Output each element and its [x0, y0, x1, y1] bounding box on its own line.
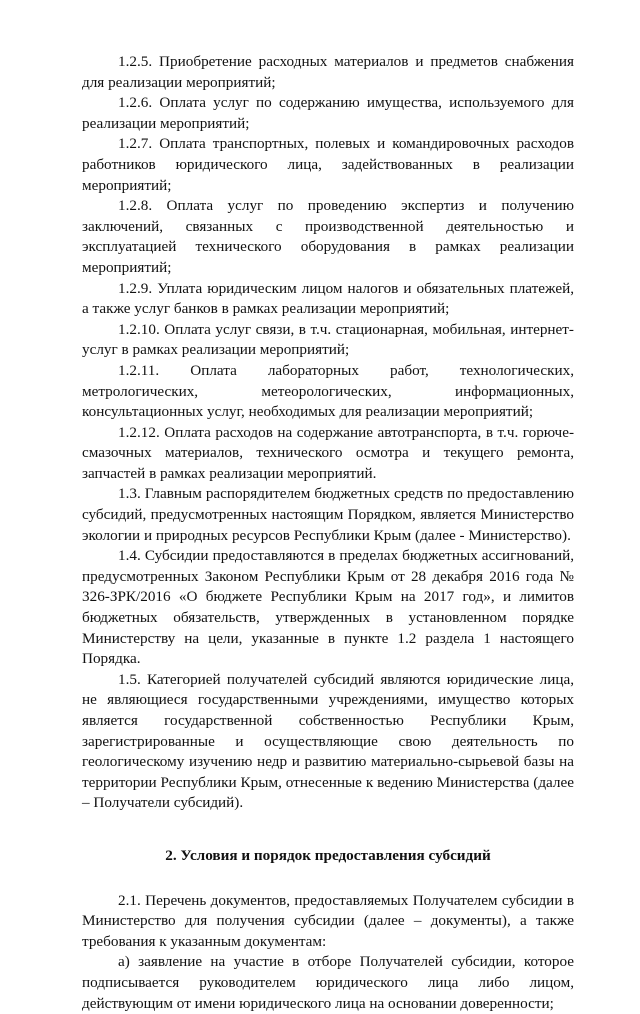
paragraph-2-1: 2.1. Перечень документов, предоставляемых Получателем субсидии в Министерство для получения субсидии (далее – документы), а также требования к указанным документам: [82, 891, 574, 950]
paragraph-1-4: 1.4. Субсидии предоставляются в пределах бюджетных ассигнований, предусмотренных Законом Республики Крым от 28 декабря 2016 года № 326-ЗРК/2016 «О бюджете Республики Крым на 2017 год», и лимитов бюджетных обязательств, утвержденных в установленном порядке Министерству на цели, указанные в пункте 1.2 раздела 1 настоящего Порядка. [82, 547, 574, 668]
paragraph-1-2-9: 1.2.9. Уплата юридическим лицом налогов и обязательных платежей, а также услуг банков в рамках реализации мероприятий; [82, 279, 574, 318]
document-body [82, 52, 574, 1014]
paragraph-2-1-a: а) заявление на участие в отборе Получателей субсидии, которое подписывается руководителем юридического лица либо лицом, действующим от имени юридического лица на основании доверенности; [82, 953, 574, 1012]
paragraph-1-2-12: 1.2.12. Оплата расходов на содержание автотранспорта, в т.ч. горюче-смазочных материалов, технического осмотра и текущего ремонта, запчастей в рамках реализации мероприятий. [82, 423, 574, 482]
paragraph-1-2-10: 1.2.10. Оплата услуг связи, в т.ч. стационарная, мобильная, интернет-услуг в рамках реализации мероприятий; [82, 320, 574, 359]
paragraph-1-2-6: 1.2.6. Оплата услуг по содержанию имущества, используемого для реализации мероприятий; [82, 94, 574, 132]
section-heading: 2. Условия и порядок предоставления субсидий [165, 846, 491, 864]
paragraph-1-2-5: 1.2.5. Приобретение расходных материалов и предметов снабжения для реализации мероприятий; [82, 53, 574, 91]
paragraph-1-5: 1.5. Категорией получателей субсидий являются юридические лица, не являющиеся государственными учреждениями, имущество которых является государственной собственностью Республики Крым, зарегистрированные и осуществляющие свою деятельность по геологическому изучению недр и развитию материально-сырьевой базы на территории Республики Крым, отнесенные к ведению Министерства (далее – Получатели субсидий). [82, 670, 574, 812]
paragraph-1-2-7: 1.2.7. Оплата транспортных, полевых и командировочных расходов работников юридического лица, задействованных в реализации мероприятий; [82, 135, 574, 194]
paragraph-1-2-11: 1.2.11. Оплата лабораторных работ, технологических, метрологических, метеорологических, информационных, консультационных услуг, необходимых для реализации мероприятий; [82, 361, 574, 421]
paragraph-1-3: 1.3. Главным распорядителем бюджетных средств по предоставлению субсидий, предусмотренных настоящим Порядком, является Министерство экологии и природных ресурсов Республики Крым (далее - Министерство). [82, 485, 574, 544]
paragraph-1-2-8: 1.2.8. Оплата услуг по проведению экспертиз и получению заключений, связанных с производственной деятельностью и эксплуатацией технического оборудования в рамках реализации мероприятий; [82, 197, 574, 276]
